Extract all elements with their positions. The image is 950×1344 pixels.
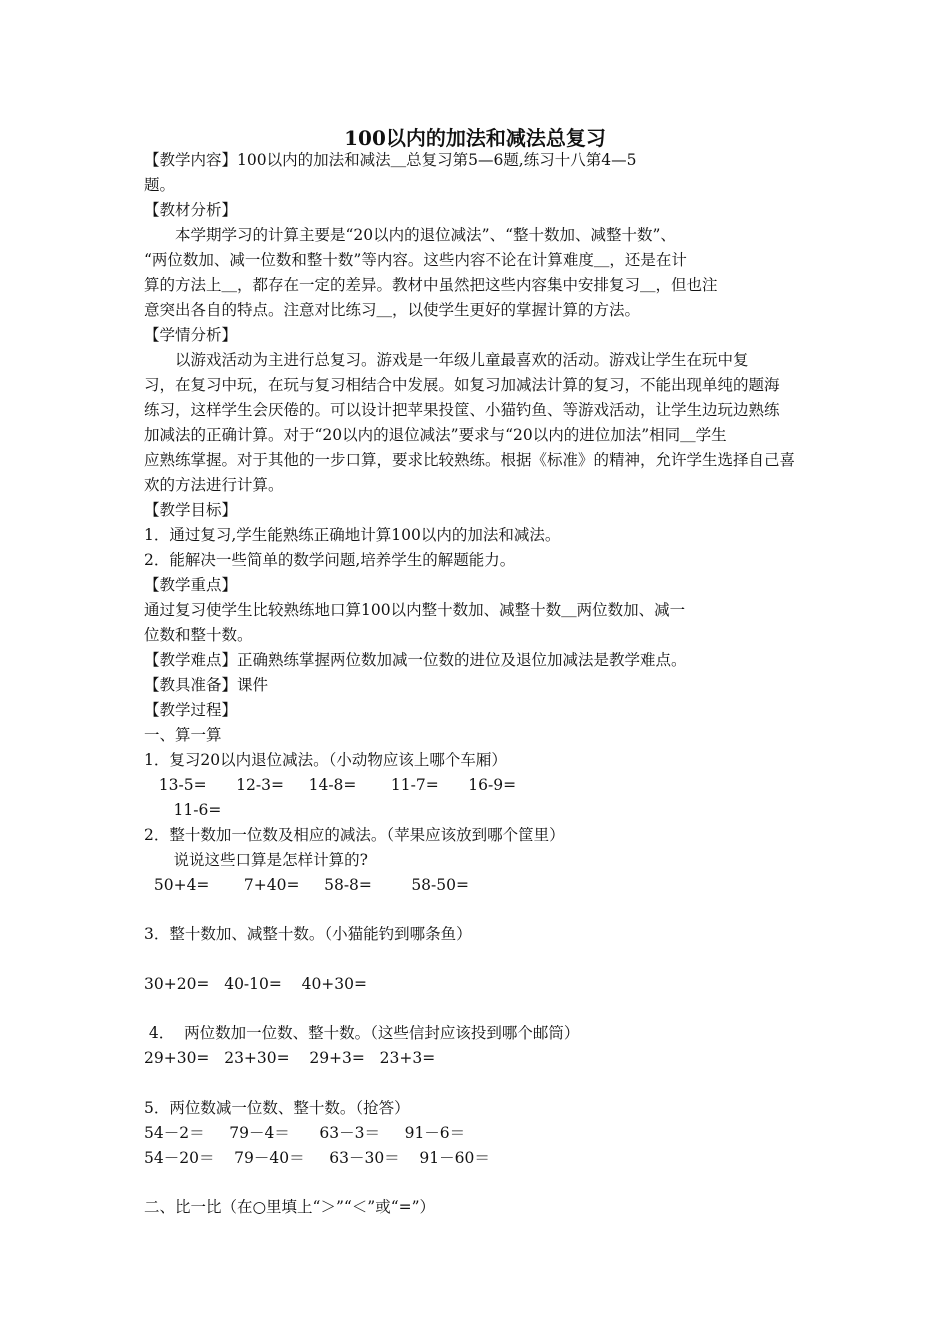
text-line: 2．整十数加一位数及相应的减法。（苹果应该放到哪个筐里） [144,826,565,844]
text-line: 【教学目标】 [144,501,238,519]
text-line: 4． 两位数加一位数、整十数。（这些信封应该投到哪个邮筒） [144,1024,580,1042]
text-line: 2．能解决一些简单的数学问题,培养学生的解题能力。 [144,551,516,569]
text-line: 习，在复习中玩，在玩与复习相结合中发展。如复习加减法计算的复习，不能出现单纯的题海 [144,376,780,394]
text-line: 【教材分析】 [144,201,238,219]
text-line: 通过复习使学生比较熟练地口算100以内整十数加、减整十数＿两位数加、减一 [144,601,686,619]
text-line: 说说这些口算是怎样计算的? [144,851,368,869]
text-line: 意突出各自的特点。注意对比练习＿，以使学生更好的掌握计算的方法。 [144,301,641,319]
text-line: 29+30= 23+30= 29+3= 23+3= [144,1049,436,1067]
text-line: 54－2＝ 79－4＝ 63－3＝ 91－6＝ [144,1124,466,1142]
text-line: 【学情分析】 [144,326,238,344]
text-line: 题。 [144,176,176,194]
text-line: 位数和整十数。 [144,626,253,644]
text-line: 欢的方法进行计算。 [144,476,284,494]
document-title: 100以内的加法和减法总复习 [344,126,606,150]
text-line: 1．通过复习,学生能熟练正确地计算100以内的加法和减法。 [144,526,561,544]
text-line: 【教学内容】100以内的加法和减法＿总复习第5—6题,练习十八第4—5 [144,151,637,169]
text-line: 1．复习20以内退位减法。（小动物应该上哪个车厢） [144,751,507,769]
text-line: 以游戏活动为主进行总复习。游戏是一年级儿童最喜欢的活动。游戏让学生在玩中复 [144,351,749,369]
text-line: 算的方法上＿，都存在一定的差异。教材中虽然把这些内容集中安排复习＿，但也注 [144,276,718,294]
text-line: 50+4= 7+40= 58-8= 58-50= [144,876,469,894]
text-line: 30+20= 40-10= 40+30= [144,975,368,993]
text-line: 【教学重点】 [144,576,238,594]
text-line: 加减法的正确计算。对于“20以内的退位减法”要求与“20以内的进位加法”相同＿学生 [144,426,727,444]
text-line: 练习，这样学生会厌倦的。可以设计把苹果投筐、小猫钓鱼、等游戏活动，让学生边玩边熟练 [144,401,780,419]
text-line: 【教具准备】课件 [144,676,269,694]
text-line: 54－20＝ 79－40＝ 63－30＝ 91－60＝ [144,1149,490,1167]
text-line: 应熟练掌握。对于其他的一步口算，要求比较熟练。根据《标准》的精神，允许学生选择自己喜 [144,451,796,469]
text-line: 3．整十数加、减整十数。（小猫能钓到哪条鱼） [144,925,472,943]
text-line: 二、比一比（在○里填上“＞”“＜”或“=”） [144,1198,436,1216]
text-line: 13-5= 12-3= 14-8= 11-7= 16-9= [144,776,517,794]
text-line: 【教学过程】 [144,701,238,719]
text-line: 本学期学习的计算主要是“20以内的退位减法”、“整十数加、减整十数”、 [144,226,676,244]
text-line: 11-6= [144,801,222,819]
text-line: 一、算一算 [144,726,222,744]
text-line: 【教学难点】正确熟练掌握两位数加减一位数的进位及退位加减法是教学难点。 [144,651,687,669]
text-line: “两位数加、减一位数和整十数”等内容。这些内容不论在计算难度＿，还是在计 [144,251,687,269]
text-line: 5．两位数减一位数、整十数。（抢答） [144,1099,410,1117]
